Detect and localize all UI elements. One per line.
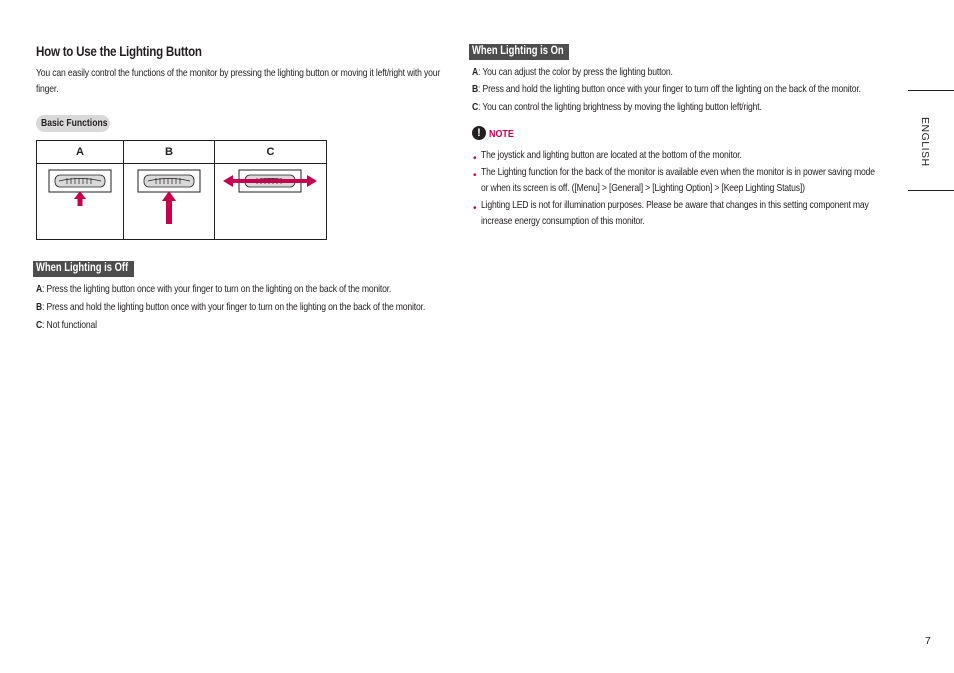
item-key: B — [472, 83, 479, 95]
lighting-off-title: When Lighting is Off — [36, 262, 129, 274]
lighting-on-title: When Lighting is On — [472, 45, 564, 57]
item-text: : You can control the lighting brightness by moving the lighting button left/right. — [478, 101, 762, 113]
bullet-dot-icon: • — [473, 170, 477, 181]
bullet-dot-icon: • — [473, 153, 477, 164]
long-press-arrow-icon — [162, 191, 176, 224]
bullet-dot-icon: • — [473, 203, 477, 214]
note-text-2: The Lighting function for the back of the monitor is available even when the monitor is in power saving mode or when its screen is off. ([Menu] > [General] > [Lighting Option] > [Keep Lighting Status]) — [481, 166, 875, 194]
press-hold-illustration — [124, 164, 215, 234]
item-key: A — [472, 66, 479, 78]
item-text: : Press and hold the lighting button once with your finger to turn off the lighting on the back of the monitor. — [478, 83, 861, 95]
lighting-on-item-a — [472, 66, 673, 78]
slide-illustration — [215, 164, 327, 234]
note-text-1: The joystick and lighting button are located at the bottom of the monitor. — [481, 149, 742, 161]
side-rule-top — [908, 90, 954, 91]
item-text: : Press and hold the lighting button once with your finger to turn on the lighting on the back of the monitor. — [42, 301, 426, 313]
lighting-button-icon — [138, 170, 200, 192]
lighting-button-icon — [49, 170, 111, 192]
lighting-on-label — [469, 44, 569, 60]
lighting-off-item-a — [36, 283, 391, 295]
column-header-b: B — [124, 141, 215, 164]
basic-functions-table — [36, 140, 327, 240]
note-bullet-3 — [473, 198, 477, 216]
item-text: : Press the lighting button once with your finger to turn on the lighting on the back of the monitor. — [42, 283, 392, 295]
lighting-on-item-c — [472, 101, 762, 113]
section-heading: How to Use the Lighting Button — [36, 44, 202, 59]
lighting-off-label — [33, 261, 134, 277]
item-key: B — [36, 301, 43, 313]
note-title: NOTE — [489, 128, 514, 140]
lighting-on-item-b — [472, 83, 861, 95]
press-button-illustration — [37, 164, 124, 234]
illustration-cell-b — [124, 164, 215, 240]
column-header-c: C — [215, 141, 327, 164]
note-bullet-1 — [473, 148, 477, 166]
item-text: : Not functional — [42, 319, 97, 331]
column-header-a: A — [37, 141, 124, 164]
warning-icon: ! — [472, 126, 486, 140]
basic-functions-label — [36, 115, 110, 132]
intro-paragraph: You can easily control the functions of the monitor by pressing the lighting button or moving it left/right with your finger. — [36, 67, 441, 95]
item-text: : You can adjust the color by press the lighting button. — [478, 66, 673, 78]
note-bullet-2 — [473, 165, 477, 183]
page-number: 7 — [925, 635, 931, 647]
illustration-cell-a — [37, 164, 124, 240]
item-key: C — [472, 101, 479, 113]
lighting-off-item-b — [36, 301, 425, 313]
lighting-off-item-c — [36, 319, 97, 331]
note-text-3: Lighting LED is not for illumination purposes. Please be aware that changes in this setting component may increase energy consumption of this monitor. — [481, 199, 869, 227]
basic-functions-text: Basic Functions — [41, 117, 108, 129]
press-arrow-icon — [74, 191, 86, 206]
illustration-cell-c — [215, 164, 327, 240]
side-rule-bottom — [908, 190, 954, 191]
item-key: A — [36, 283, 43, 295]
language-label: ENGLISH — [919, 117, 931, 167]
item-key: C — [36, 319, 43, 331]
